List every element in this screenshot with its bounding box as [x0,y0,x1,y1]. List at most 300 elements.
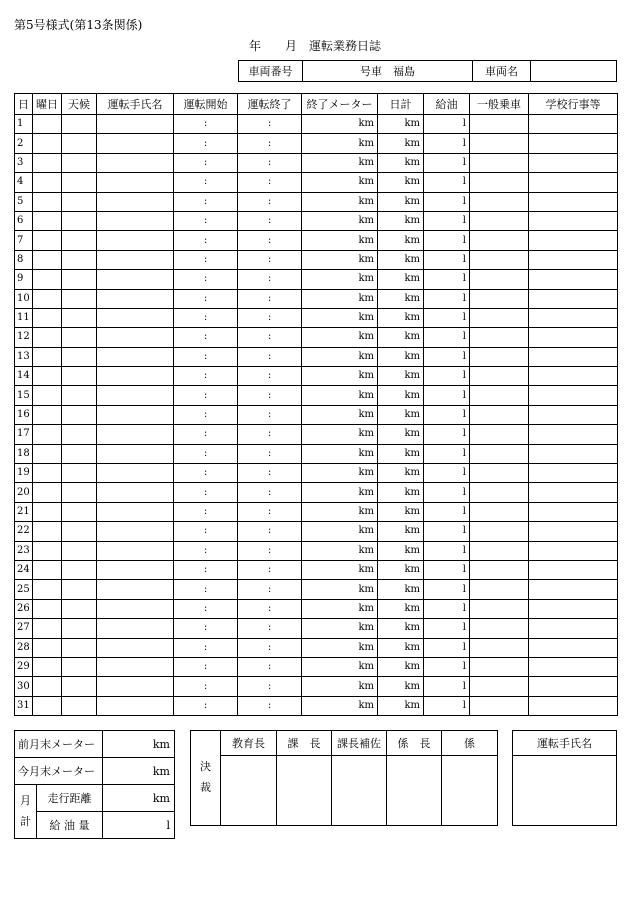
cell-end-time[interactable]: : [238,522,302,541]
cell-end-meter[interactable]: km [302,502,378,521]
cell-school-event[interactable] [529,192,618,211]
cell-school-event[interactable] [529,250,618,269]
approval-superintendent-stamp[interactable] [221,756,277,826]
cell-fuel[interactable]: l [424,619,470,638]
cell-end-time[interactable]: : [238,464,302,483]
cell-end-time[interactable]: : [238,192,302,211]
cell-weekday[interactable] [33,502,62,521]
cell-general-ride[interactable] [470,425,529,444]
cell-driver-name[interactable] [97,483,174,502]
cell-general-ride[interactable] [470,134,529,153]
cell-fuel[interactable]: l [424,250,470,269]
cell-driver-name[interactable] [97,464,174,483]
curr-meter-field[interactable]: km [103,758,175,785]
cell-general-ride[interactable] [470,153,529,172]
cell-start-time[interactable]: : [174,696,238,715]
cell-driver-name[interactable] [97,211,174,230]
cell-end-meter[interactable]: km [302,328,378,347]
cell-weekday[interactable] [33,638,62,657]
cell-fuel[interactable]: l [424,289,470,308]
cell-fuel[interactable]: l [424,560,470,579]
cell-school-event[interactable] [529,328,618,347]
prev-meter-field[interactable]: km [103,731,175,758]
cell-weather[interactable] [62,270,97,289]
cell-daily-total[interactable]: km [378,677,424,696]
cell-end-meter[interactable]: km [302,153,378,172]
cell-start-time[interactable]: : [174,386,238,405]
cell-daily-total[interactable]: km [378,211,424,230]
cell-general-ride[interactable] [470,250,529,269]
cell-start-time[interactable]: : [174,328,238,347]
cell-weather[interactable] [62,502,97,521]
cell-daily-total[interactable]: km [378,328,424,347]
cell-fuel[interactable]: l [424,386,470,405]
cell-start-time[interactable]: : [174,367,238,386]
cell-fuel[interactable]: l [424,211,470,230]
cell-driver-name[interactable] [97,657,174,676]
cell-weekday[interactable] [33,367,62,386]
cell-daily-total[interactable]: km [378,483,424,502]
cell-weekday[interactable] [33,522,62,541]
cell-weekday[interactable] [33,483,62,502]
cell-end-meter[interactable]: km [302,677,378,696]
driver-name-field[interactable] [513,756,617,826]
cell-start-time[interactable]: : [174,638,238,657]
cell-start-time[interactable]: : [174,115,238,134]
cell-weather[interactable] [62,444,97,463]
cell-end-time[interactable]: : [238,696,302,715]
cell-weekday[interactable] [33,425,62,444]
cell-general-ride[interactable] [470,192,529,211]
cell-end-time[interactable]: : [238,444,302,463]
cell-weather[interactable] [62,657,97,676]
cell-end-meter[interactable]: km [302,231,378,250]
cell-driver-name[interactable] [97,289,174,308]
cell-weekday[interactable] [33,153,62,172]
cell-driver-name[interactable] [97,638,174,657]
cell-weekday[interactable] [33,308,62,327]
cell-school-event[interactable] [529,173,618,192]
cell-end-time[interactable]: : [238,211,302,230]
cell-school-event[interactable] [529,580,618,599]
cell-driver-name[interactable] [97,619,174,638]
cell-general-ride[interactable] [470,231,529,250]
cell-weather[interactable] [62,522,97,541]
cell-driver-name[interactable] [97,115,174,134]
cell-end-time[interactable]: : [238,173,302,192]
cell-start-time[interactable]: : [174,250,238,269]
cell-daily-total[interactable]: km [378,192,424,211]
cell-school-event[interactable] [529,153,618,172]
cell-fuel[interactable]: l [424,464,470,483]
cell-general-ride[interactable] [470,405,529,424]
cell-daily-total[interactable]: km [378,250,424,269]
cell-weather[interactable] [62,425,97,444]
cell-weather[interactable] [62,231,97,250]
cell-end-time[interactable]: : [238,677,302,696]
vehicle-name-field[interactable] [531,61,617,82]
cell-weather[interactable] [62,347,97,366]
cell-school-event[interactable] [529,619,618,638]
cell-general-ride[interactable] [470,696,529,715]
cell-end-time[interactable]: : [238,483,302,502]
cell-weekday[interactable] [33,211,62,230]
cell-weather[interactable] [62,367,97,386]
cell-daily-total[interactable]: km [378,580,424,599]
cell-start-time[interactable]: : [174,677,238,696]
cell-start-time[interactable]: : [174,425,238,444]
cell-weather[interactable] [62,308,97,327]
cell-weekday[interactable] [33,231,62,250]
cell-start-time[interactable]: : [174,405,238,424]
cell-end-time[interactable]: : [238,657,302,676]
cell-daily-total[interactable]: km [378,541,424,560]
cell-fuel[interactable]: l [424,328,470,347]
cell-general-ride[interactable] [470,444,529,463]
cell-end-time[interactable]: : [238,560,302,579]
cell-general-ride[interactable] [470,502,529,521]
cell-weather[interactable] [62,619,97,638]
cell-start-time[interactable]: : [174,619,238,638]
cell-weekday[interactable] [33,173,62,192]
cell-end-time[interactable]: : [238,250,302,269]
cell-start-time[interactable]: : [174,464,238,483]
cell-start-time[interactable]: : [174,599,238,618]
cell-driver-name[interactable] [97,270,174,289]
fuel-amount-field[interactable]: l [103,812,175,839]
cell-school-event[interactable] [529,677,618,696]
cell-driver-name[interactable] [97,250,174,269]
cell-school-event[interactable] [529,425,618,444]
cell-end-time[interactable]: : [238,153,302,172]
cell-end-time[interactable]: : [238,289,302,308]
cell-driver-name[interactable] [97,367,174,386]
cell-weather[interactable] [62,638,97,657]
cell-weekday[interactable] [33,464,62,483]
cell-weather[interactable] [62,696,97,715]
cell-general-ride[interactable] [470,580,529,599]
cell-driver-name[interactable] [97,308,174,327]
cell-weekday[interactable] [33,386,62,405]
cell-weather[interactable] [62,677,97,696]
cell-start-time[interactable]: : [174,153,238,172]
cell-end-time[interactable]: : [238,502,302,521]
cell-weather[interactable] [62,134,97,153]
cell-driver-name[interactable] [97,444,174,463]
cell-daily-total[interactable]: km [378,522,424,541]
cell-fuel[interactable]: l [424,231,470,250]
cell-fuel[interactable]: l [424,483,470,502]
cell-daily-total[interactable]: km [378,619,424,638]
cell-daily-total[interactable]: km [378,464,424,483]
cell-end-meter[interactable]: km [302,619,378,638]
cell-driver-name[interactable] [97,134,174,153]
cell-end-meter[interactable]: km [302,211,378,230]
cell-general-ride[interactable] [470,328,529,347]
cell-end-meter[interactable]: km [302,483,378,502]
cell-fuel[interactable]: l [424,134,470,153]
cell-weekday[interactable] [33,657,62,676]
cell-end-meter[interactable]: km [302,560,378,579]
approval-staff-stamp[interactable] [442,756,498,826]
cell-end-time[interactable]: : [238,638,302,657]
cell-weather[interactable] [62,250,97,269]
cell-start-time[interactable]: : [174,483,238,502]
cell-start-time[interactable]: : [174,347,238,366]
cell-driver-name[interactable] [97,173,174,192]
cell-driver-name[interactable] [97,405,174,424]
cell-general-ride[interactable] [470,347,529,366]
cell-school-event[interactable] [529,541,618,560]
cell-fuel[interactable]: l [424,192,470,211]
cell-school-event[interactable] [529,502,618,521]
cell-general-ride[interactable] [470,483,529,502]
cell-end-time[interactable]: : [238,386,302,405]
cell-driver-name[interactable] [97,231,174,250]
cell-start-time[interactable]: : [174,270,238,289]
cell-school-event[interactable] [529,483,618,502]
cell-weekday[interactable] [33,328,62,347]
cell-school-event[interactable] [529,405,618,424]
cell-end-meter[interactable]: km [302,134,378,153]
cell-end-meter[interactable]: km [302,173,378,192]
cell-general-ride[interactable] [470,367,529,386]
cell-driver-name[interactable] [97,328,174,347]
cell-weather[interactable] [62,464,97,483]
cell-driver-name[interactable] [97,560,174,579]
cell-school-event[interactable] [529,270,618,289]
cell-general-ride[interactable] [470,386,529,405]
cell-end-meter[interactable]: km [302,580,378,599]
cell-school-event[interactable] [529,444,618,463]
cell-end-meter[interactable]: km [302,289,378,308]
cell-daily-total[interactable]: km [378,289,424,308]
cell-weekday[interactable] [33,444,62,463]
cell-school-event[interactable] [529,134,618,153]
approval-subsection-chief-stamp[interactable] [387,756,442,826]
cell-general-ride[interactable] [470,289,529,308]
cell-daily-total[interactable]: km [378,502,424,521]
cell-end-time[interactable]: : [238,405,302,424]
cell-school-event[interactable] [529,211,618,230]
cell-start-time[interactable]: : [174,502,238,521]
cell-weather[interactable] [62,483,97,502]
cell-start-time[interactable]: : [174,289,238,308]
cell-general-ride[interactable] [470,677,529,696]
cell-school-event[interactable] [529,308,618,327]
cell-weather[interactable] [62,386,97,405]
cell-weather[interactable] [62,599,97,618]
cell-daily-total[interactable]: km [378,270,424,289]
cell-general-ride[interactable] [470,560,529,579]
cell-end-time[interactable]: : [238,619,302,638]
cell-general-ride[interactable] [470,657,529,676]
cell-fuel[interactable]: l [424,425,470,444]
cell-weekday[interactable] [33,405,62,424]
cell-weather[interactable] [62,560,97,579]
cell-end-time[interactable]: : [238,115,302,134]
cell-weather[interactable] [62,289,97,308]
cell-fuel[interactable]: l [424,541,470,560]
cell-end-meter[interactable]: km [302,522,378,541]
cell-general-ride[interactable] [470,619,529,638]
cell-daily-total[interactable]: km [378,347,424,366]
cell-school-event[interactable] [529,599,618,618]
cell-end-time[interactable]: : [238,599,302,618]
cell-start-time[interactable]: : [174,192,238,211]
cell-weekday[interactable] [33,541,62,560]
cell-daily-total[interactable]: km [378,444,424,463]
cell-weekday[interactable] [33,115,62,134]
cell-start-time[interactable]: : [174,211,238,230]
cell-end-time[interactable]: : [238,231,302,250]
cell-school-event[interactable] [529,115,618,134]
cell-driver-name[interactable] [97,677,174,696]
cell-end-time[interactable]: : [238,270,302,289]
cell-driver-name[interactable] [97,347,174,366]
cell-end-meter[interactable]: km [302,115,378,134]
cell-driver-name[interactable] [97,580,174,599]
cell-weekday[interactable] [33,677,62,696]
cell-end-time[interactable]: : [238,328,302,347]
cell-school-event[interactable] [529,464,618,483]
cell-daily-total[interactable]: km [378,308,424,327]
cell-start-time[interactable]: : [174,522,238,541]
cell-start-time[interactable]: : [174,173,238,192]
cell-fuel[interactable]: l [424,502,470,521]
cell-weather[interactable] [62,115,97,134]
cell-weekday[interactable] [33,580,62,599]
cell-school-event[interactable] [529,638,618,657]
cell-weather[interactable] [62,541,97,560]
cell-weather[interactable] [62,153,97,172]
cell-weekday[interactable] [33,560,62,579]
cell-fuel[interactable]: l [424,347,470,366]
cell-daily-total[interactable]: km [378,425,424,444]
cell-weekday[interactable] [33,696,62,715]
cell-daily-total[interactable]: km [378,231,424,250]
cell-school-event[interactable] [529,289,618,308]
cell-school-event[interactable] [529,386,618,405]
cell-weather[interactable] [62,328,97,347]
cell-fuel[interactable]: l [424,657,470,676]
cell-driver-name[interactable] [97,425,174,444]
cell-daily-total[interactable]: km [378,134,424,153]
cell-end-meter[interactable]: km [302,696,378,715]
cell-general-ride[interactable] [470,115,529,134]
cell-end-time[interactable]: : [238,425,302,444]
cell-fuel[interactable]: l [424,444,470,463]
cell-end-meter[interactable]: km [302,657,378,676]
cell-daily-total[interactable]: km [378,153,424,172]
cell-fuel[interactable]: l [424,270,470,289]
cell-weekday[interactable] [33,619,62,638]
cell-fuel[interactable]: l [424,696,470,715]
cell-fuel[interactable]: l [424,308,470,327]
cell-driver-name[interactable] [97,192,174,211]
cell-end-meter[interactable]: km [302,444,378,463]
cell-driver-name[interactable] [97,153,174,172]
cell-end-meter[interactable]: km [302,250,378,269]
cell-weekday[interactable] [33,192,62,211]
cell-driver-name[interactable] [97,696,174,715]
cell-start-time[interactable]: : [174,231,238,250]
cell-end-time[interactable]: : [238,541,302,560]
cell-general-ride[interactable] [470,270,529,289]
cell-fuel[interactable]: l [424,405,470,424]
cell-end-time[interactable]: : [238,367,302,386]
cell-school-event[interactable] [529,560,618,579]
cell-school-event[interactable] [529,657,618,676]
cell-daily-total[interactable]: km [378,638,424,657]
cell-daily-total[interactable]: km [378,115,424,134]
cell-end-meter[interactable]: km [302,386,378,405]
cell-daily-total[interactable]: km [378,599,424,618]
cell-end-meter[interactable]: km [302,425,378,444]
cell-driver-name[interactable] [97,386,174,405]
cell-start-time[interactable]: : [174,308,238,327]
cell-weekday[interactable] [33,347,62,366]
cell-general-ride[interactable] [470,211,529,230]
cell-end-meter[interactable]: km [302,270,378,289]
approval-assistant-chief-stamp[interactable] [332,756,387,826]
vehicle-number-field[interactable]: 号車 福島 [303,61,473,82]
cell-school-event[interactable] [529,522,618,541]
cell-fuel[interactable]: l [424,522,470,541]
cell-weekday[interactable] [33,289,62,308]
cell-driver-name[interactable] [97,502,174,521]
cell-start-time[interactable]: : [174,657,238,676]
cell-end-meter[interactable]: km [302,192,378,211]
cell-school-event[interactable] [529,696,618,715]
cell-daily-total[interactable]: km [378,386,424,405]
cell-general-ride[interactable] [470,541,529,560]
cell-end-time[interactable]: : [238,580,302,599]
cell-weekday[interactable] [33,250,62,269]
cell-fuel[interactable]: l [424,638,470,657]
cell-end-meter[interactable]: km [302,367,378,386]
cell-driver-name[interactable] [97,599,174,618]
cell-general-ride[interactable] [470,464,529,483]
cell-fuel[interactable]: l [424,173,470,192]
cell-daily-total[interactable]: km [378,173,424,192]
cell-start-time[interactable]: : [174,134,238,153]
cell-school-event[interactable] [529,231,618,250]
cell-end-meter[interactable]: km [302,541,378,560]
cell-daily-total[interactable]: km [378,657,424,676]
distance-field[interactable]: km [103,785,175,812]
cell-end-meter[interactable]: km [302,405,378,424]
cell-school-event[interactable] [529,367,618,386]
cell-weather[interactable] [62,405,97,424]
cell-weekday[interactable] [33,599,62,618]
cell-end-time[interactable]: : [238,134,302,153]
cell-fuel[interactable]: l [424,115,470,134]
cell-general-ride[interactable] [470,522,529,541]
cell-end-meter[interactable]: km [302,599,378,618]
cell-end-time[interactable]: : [238,347,302,366]
cell-fuel[interactable]: l [424,677,470,696]
cell-school-event[interactable] [529,347,618,366]
cell-fuel[interactable]: l [424,599,470,618]
cell-daily-total[interactable]: km [378,405,424,424]
cell-end-meter[interactable]: km [302,308,378,327]
cell-weather[interactable] [62,580,97,599]
cell-start-time[interactable]: : [174,580,238,599]
cell-daily-total[interactable]: km [378,560,424,579]
cell-general-ride[interactable] [470,173,529,192]
cell-driver-name[interactable] [97,522,174,541]
